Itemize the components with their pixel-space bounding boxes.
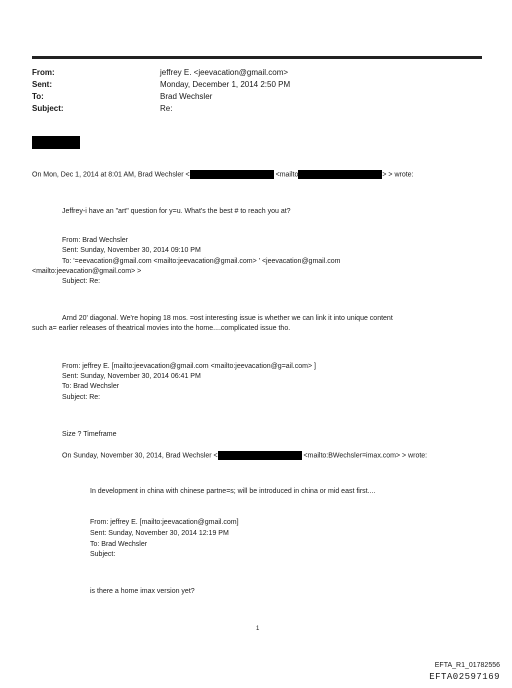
wrote-line-2: On Sunday, November 30, 2014, Brad Wechsler < <mailto:BWechsler=imax.com> > wrote: [62,452,428,460]
quoted-to: To: Brad Wechsler [62,383,120,390]
subject-label: Subject: [32,104,64,113]
quoted-sent: Sent: Sunday, November 30, 2014 12:19 PM [90,530,229,537]
sent-label: Sent: [32,80,52,89]
to-value: Brad Wechsler [160,92,213,101]
header-rule [32,56,482,59]
body-paragraph: Jeffrey-i have an "art" question for y=u. What's the best # to reach you at? [62,208,291,215]
sent-value: Monday, December 1, 2014 2:50 PM [160,80,291,89]
redaction-block [32,136,80,149]
quoted-subject: Subject: [90,551,116,558]
subject-value: Re: [160,104,173,113]
from-value: jeffrey E. <jeevacation@gmail.com> [160,68,289,77]
quoted-from: From: jeffrey E. [mailto:jeevacation@gmail.com <mailto:jeevacation@g=ail.com> ] [62,363,316,370]
footer-id-2: EFTA02597169 [429,672,500,682]
body-paragraph: Arnd 20' diagonal. We're hoping 18 mos. =ost interesting issue is whether we can link it into unique content [62,315,393,322]
redaction-inline [190,170,274,179]
quoted-subject: Subject: Re: [62,278,101,285]
body-paragraph: is there a home imax version yet? [90,588,195,595]
quoted-subject: Subject: Re: [62,394,101,401]
body-paragraph-cont: such a= earlier releases of theatrical movies into the home....complicated issue tho. [32,325,291,332]
quoted-from: From: Brad Wechsler [62,237,128,244]
redaction-inline [298,170,382,179]
wrote-line-1: On Mon, Dec 1, 2014 at 8:01 AM, Brad Wechsler < <mailto > > wrote: [32,171,414,179]
page-number: 1 [256,626,260,632]
body-paragraph: In development in china with chinese partne=s; will be introduced in china or mid east first.... [90,488,376,495]
quoted-to: To: '=eevacation@gmail.com <mailto:jeevacation@gmail.com> ' <jeevacation@gmail.com [62,258,341,265]
footer-id-1: EFTA_R1_01782556 [434,662,500,669]
quoted-from: From: jeffrey E. [mailto:jeevacation@gmail.com] [90,519,239,526]
quoted-to-cont: <mailto:jeevacation@gmail.com> > [32,268,142,275]
body-paragraph: Size ? Timeframe [62,431,117,438]
quoted-to: To: Brad Wechsler [90,541,148,548]
quoted-sent: Sent: Sunday, November 30, 2014 09:10 PM [62,247,201,254]
quoted-sent: Sent: Sunday, November 30, 2014 06:41 PM [62,373,201,380]
to-label: To: [32,92,44,101]
redaction-inline [218,451,302,460]
from-label: From: [32,68,55,77]
